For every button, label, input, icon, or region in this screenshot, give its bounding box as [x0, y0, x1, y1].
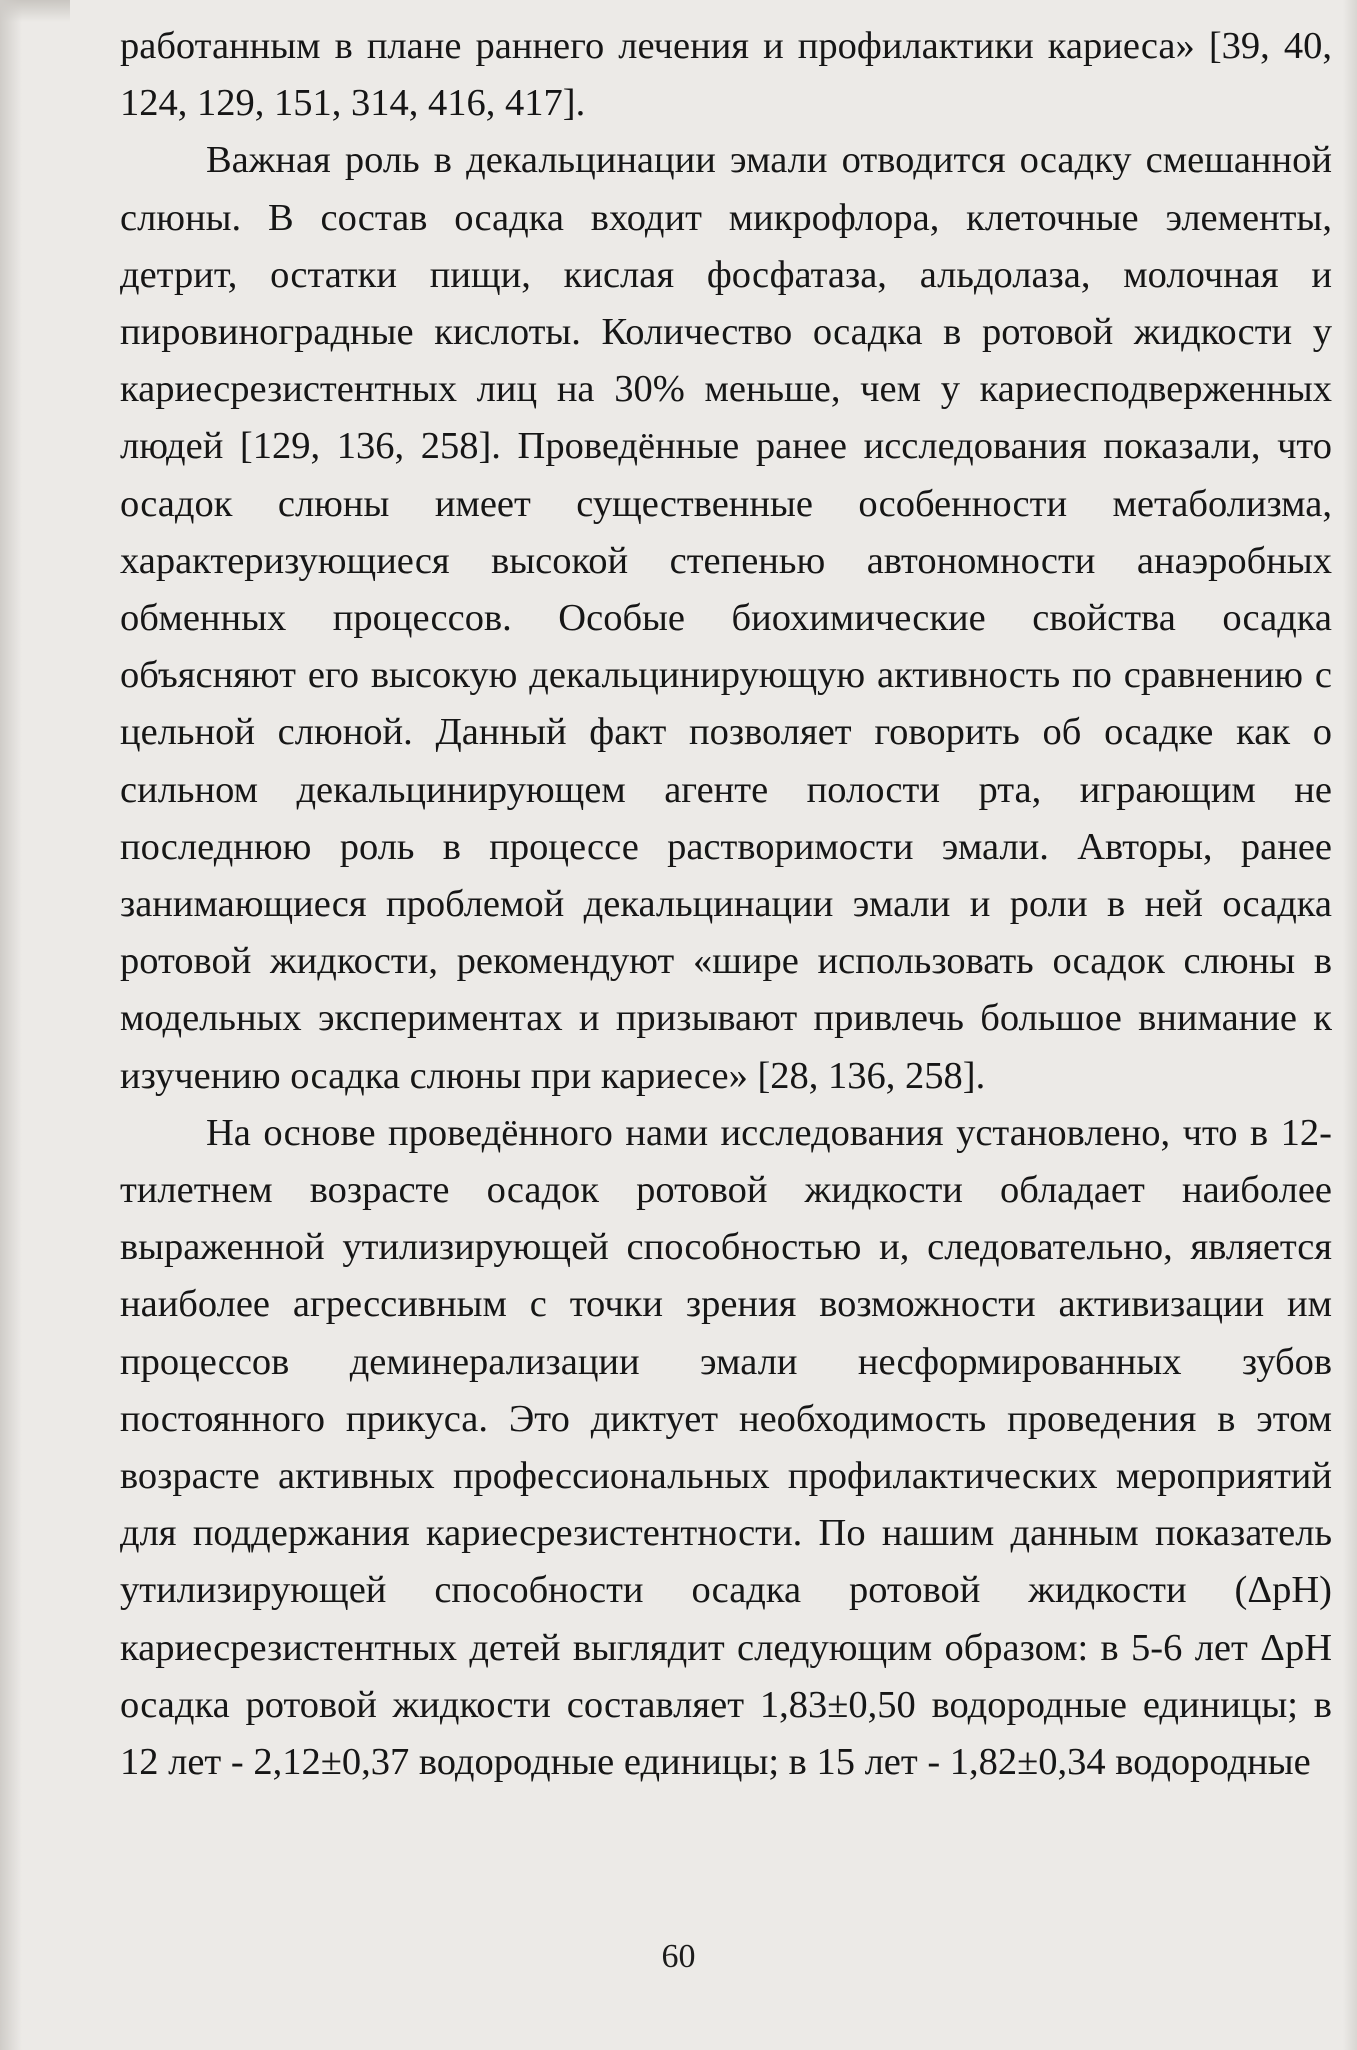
paragraph-continuation: работанным в плане раннего лечения и профилактики кариеса» [39, 40, 124, 129, 151, 314, 416, 417]. — [120, 25, 1332, 125]
paragraph-study-results: На основе проведённого нами исследования установлено, что в 12-тилетнем возрасте осадок ротовой жидкости обладает наиболее выраженной утилизирующей способностью и, следовательно, является наиболее агрессивным с точки зрения возможности активизации им процессов деминерализации эмали несформированных зубов постоянного прикуса. Это диктует необходимость проведения в этом возрасте активных профессиональных профилактических мероприятий для поддержания кариесрезистентности. По нашим данным показатель утилизирующей способности осадка ротовой жидкости (ΔpH) кариесрезистентных детей выглядит следующим образом: в 5-6 лет ΔpH осадка ротовой жидкости составляет 1,83±0,50 водородные единицы; в 12 лет - 2,12±0,37 водородные единицы; в 15 лет - 1,82±0,34 водородные — [120, 1111, 1332, 1784]
scan-left-shadow — [0, 0, 22, 2050]
page-right-edge — [1343, 0, 1357, 2050]
page-body — [120, 18, 1332, 1791]
page-number: 60 — [661, 1938, 696, 1975]
paragraph-enamel-decalcination: Важная роль в декальцинации эмали отводится осадку смешанной слюны. В состав осадка входит микрофлора, клеточные элементы, детрит, остатки пищи, кислая фосфатаза, альдолаза, молочная и пировиноградные кислоты. Количество осадка в ротовой жидкости у кариесрезистентных лиц на 30% меньше, чем у кариесподверженных людей [129, 136, 258]. Проведённые ранее исследования показали, что осадок слюны имеет существенные особенности метаболизма, характеризующиеся высокой степенью автономности анаэробных обменных процессов. Особые биохимические свойства осадка объясняют его высокую декальцинирующую активность по сравнению с цельной слюной. Данный факт позволяет говорить об осадке как о сильном декальцинирующем агенте полости рта, играющим не последнюю роль в процессе растворимости эмали. Авторы, ранее занимающиеся проблемой декальцинации эмали и роли в ней осадка ротовой жидкости, рекомендуют «шире использовать осадок слюны в модельных экспериментах и призывают привлечь большое внимание к изучению осадка слюны при кариесе» [28, 136, 258]. — [120, 139, 1332, 1097]
